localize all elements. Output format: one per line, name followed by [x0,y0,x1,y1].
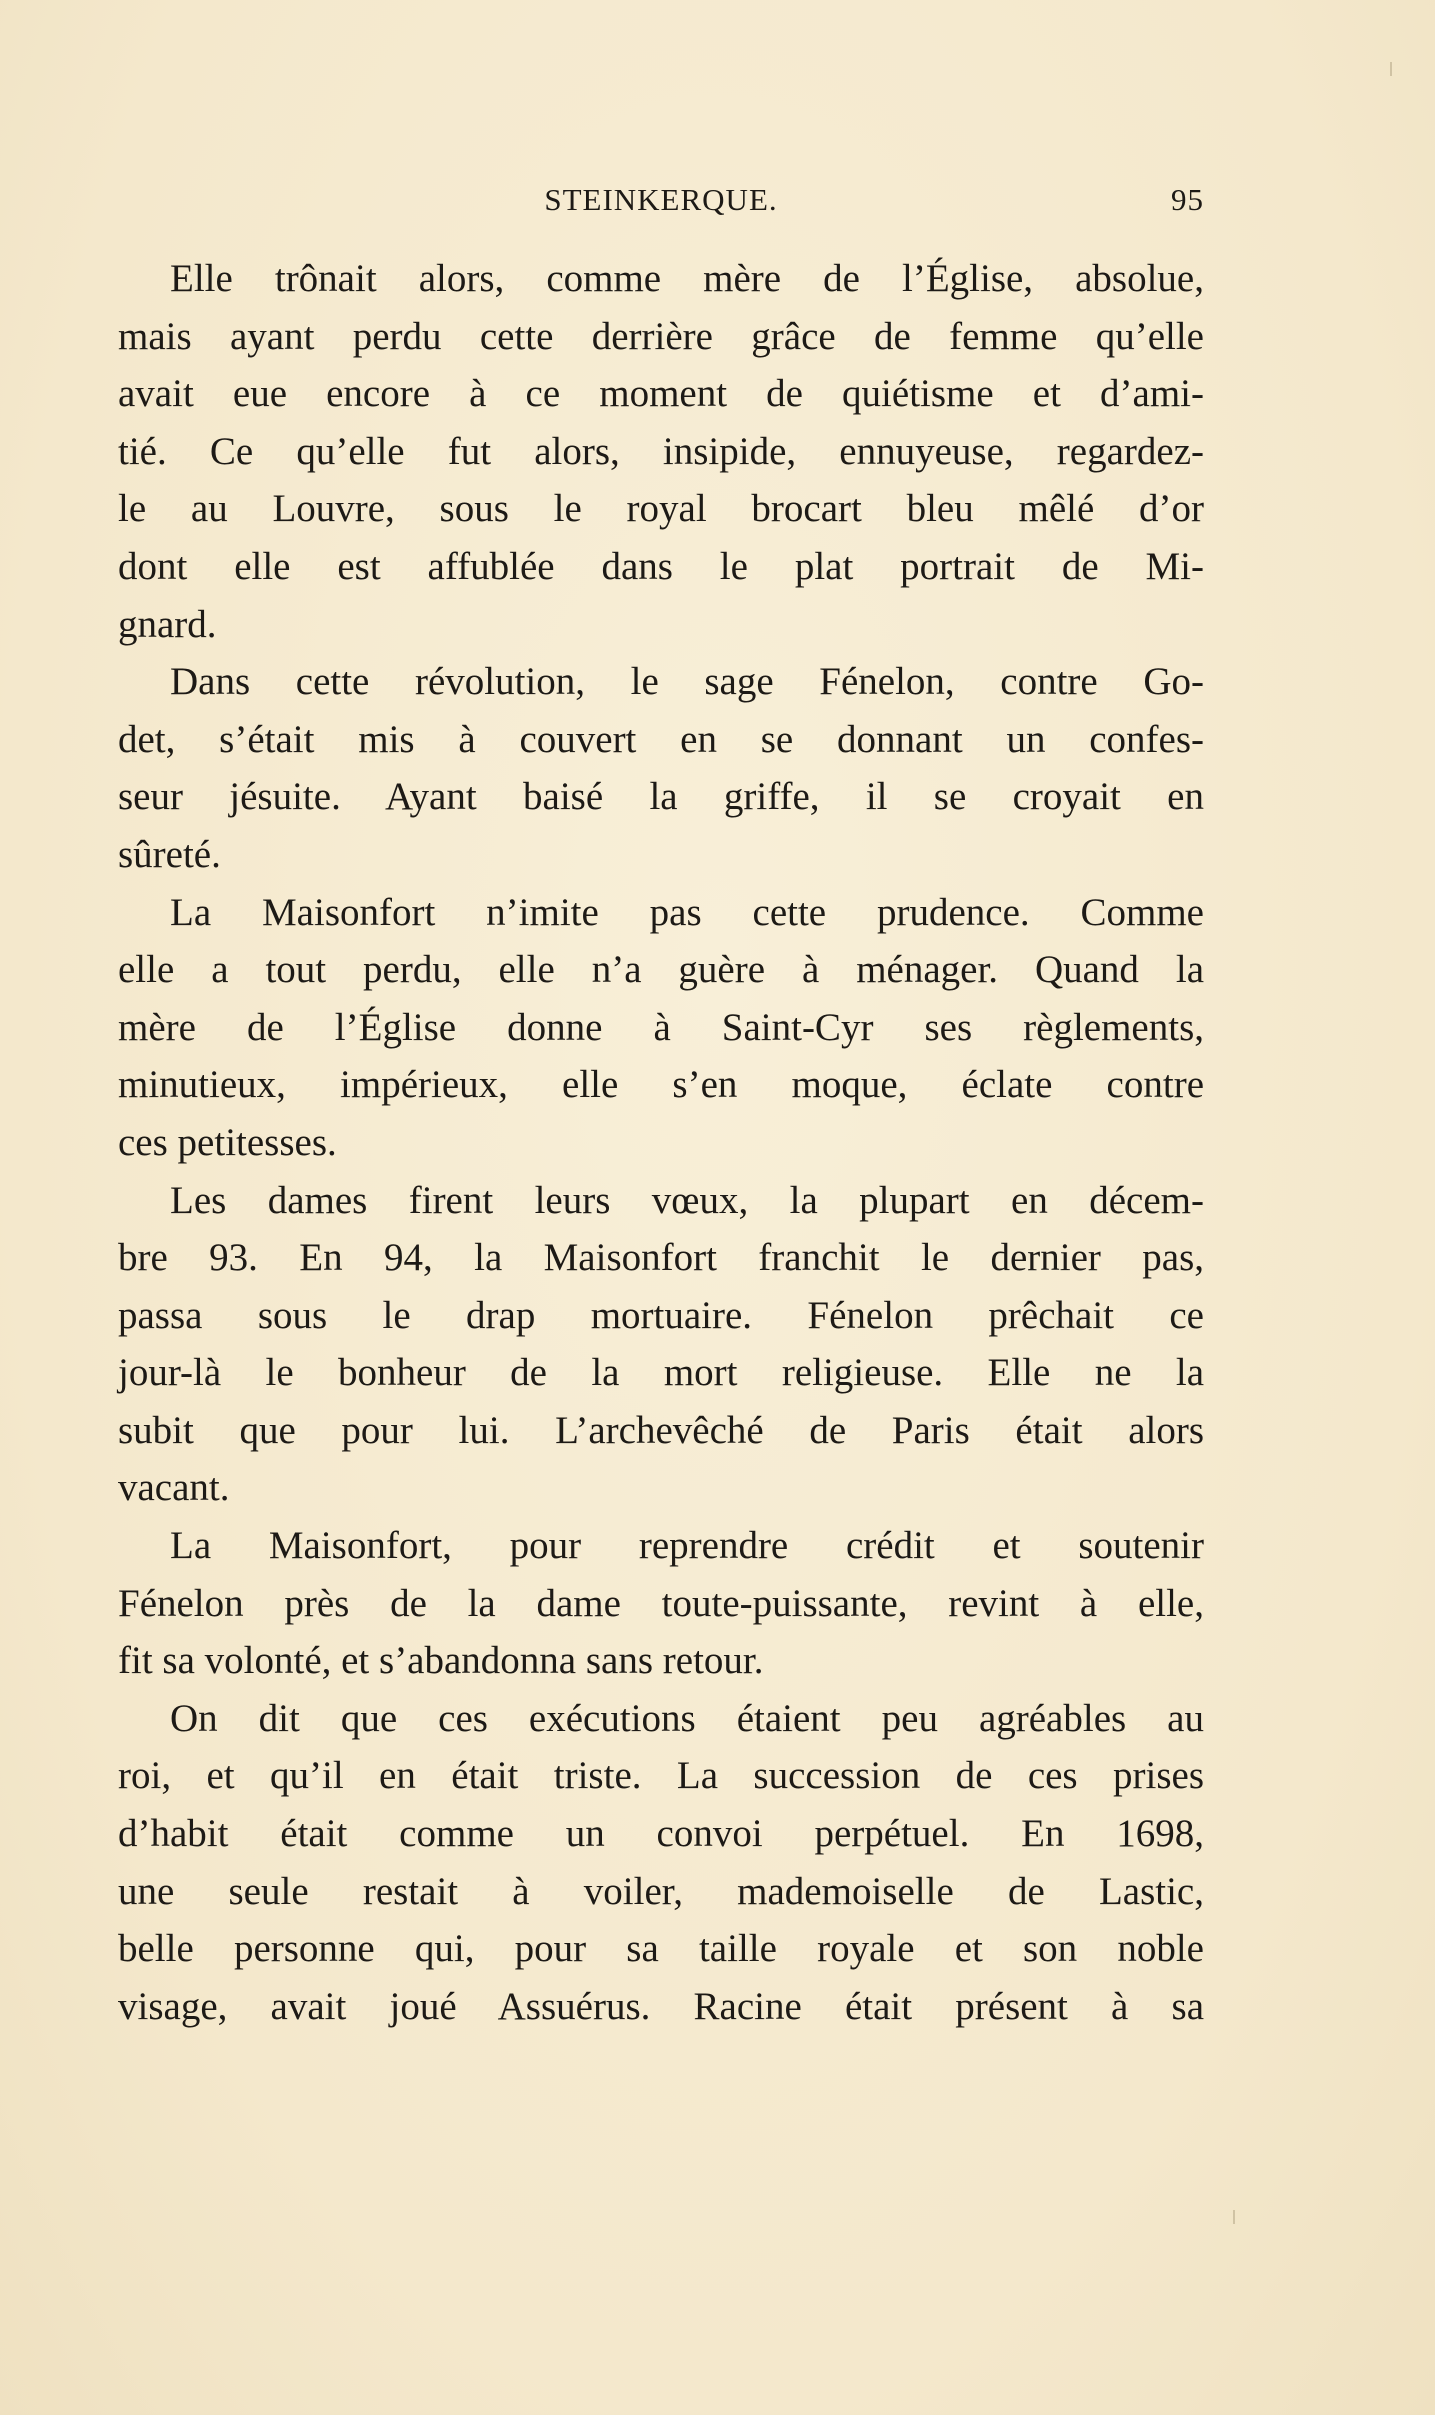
text-line: Fénelon près de la dame toute-puissante, revint à elle, [118,1581,1204,1625]
text-line: vacant. [118,1466,230,1510]
text-line: minutieux, impérieux, elle s’en moque, éclate contre [118,1063,1204,1107]
text-line: belle personne qui, pour sa taille royale et son noble [118,1927,1204,1971]
text-line: jour-là le bonheur de la mort religieuse. Elle ne la [118,1351,1204,1395]
text-line: elle a tout perdu, elle n’a guère à ménager. Quand la [118,948,1204,992]
running-title: STEINKERQUE. [544,182,778,217]
paper-speck [1390,62,1392,76]
text-line: mère de l’Église donne à Saint-Cyr ses règlements, [118,1005,1204,1049]
text-line: Les dames firent leurs vœux, la plupart en décem- [170,1178,1204,1222]
text-line: ces petitesses. [118,1120,337,1164]
text-line: mais ayant perdu cette derrière grâce de femme qu’elle [118,314,1204,358]
text-line: d’habit était comme un convoi perpétuel. En 1698, [118,1812,1204,1856]
text-line: det, s’était mis à couvert en se donnant un confes- [118,717,1204,761]
text-line: passa sous le drap mortuaire. Fénelon prêchait ce [118,1293,1204,1337]
body-text [118,250,1204,2035]
text-line: fit sa volonté, et s’abandonna sans retour. [118,1639,764,1683]
text-line: La Maisonfort n’imite pas cette prudence. Comme [170,890,1204,934]
text-line: gnard. [118,602,217,646]
text-line: La Maisonfort, pour reprendre crédit et soutenir [170,1524,1204,1568]
page-header [118,182,1204,222]
text-line: le au Louvre, sous le royal brocart bleu mêlé d’or [118,487,1204,531]
text-line: subit que pour lui. L’archevêché de Paris était alors [118,1408,1204,1452]
text-line: avait eue encore à ce moment de quiétisme et d’ami- [118,372,1204,416]
text-line: roi, et qu’il en était triste. La succession de ces prises [118,1754,1204,1798]
text-line: Elle trônait alors, comme mère de l’Église, absolue, [170,257,1204,300]
text-line: dont elle est affublée dans le plat portrait de Mi- [118,544,1204,588]
text-line: tié. Ce qu’elle fut alors, insipide, ennuyeuse, regardez- [118,429,1204,473]
text-line: une seule restait à voiler, mademoiselle de Lastic, [118,1869,1204,1913]
text-line: sûreté. [118,832,221,876]
text-line: visage, avait joué Assuérus. Racine était présent à sa [118,1984,1204,2028]
text-line: bre 93. En 94, la Maisonfort franchit le dernier pas, [118,1236,1204,1280]
text-line: Dans cette révolution, le sage Fénelon, contre Go- [170,660,1204,704]
text-line: On dit que ces exécutions étaient peu agréables au [170,1696,1204,1740]
paper-speck [1233,2210,1235,2224]
text-line: seur jésuite. Ayant baisé la griffe, il se croyait en [118,775,1204,819]
page-number: 95 [1171,182,1204,217]
